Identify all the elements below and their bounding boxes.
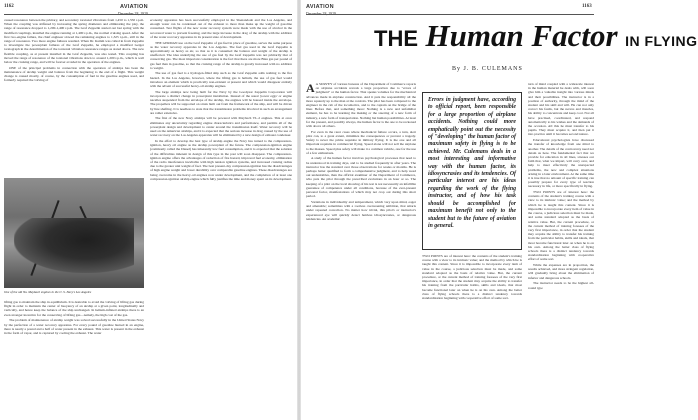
left-col1-bottom [4, 300, 144, 418]
byline: By J. B. CULEMANS [452, 66, 523, 72]
right-col3-para-3: TWO POINTS are of interest here: the contents of the student's training course with a view to its intrinsic value; and the method by which he is taught this content. Since it is impossible to incorporate every item of value in the course, a judicious selection must be made, and some standard adopted as the basis of relative value. But, the current procedure, or the current method of training foresees of the very first importance, in order that the student may acquire the ability to transfer his training from the particular habits, skills and ideals, that most become functional later on when he is on his own. Among the better class of flying schools there is a distinct tendency towards standardization beginning with cooperative effort of some sort. [528, 190, 594, 262]
right-col2-bottom [422, 254, 522, 418]
left-header-rule [4, 14, 292, 15]
left-col1 [4, 18, 144, 176]
left-col2-para-1: economy apparatus has been successfully employed in the Shenandoah and the Los Angeles, and enough water can be condensed out of the exhaust to more than make up the weight of gasoline consumed. Test flights of the new water recovery system were made with the use of alcohol in the recovered water to prevent freezing, and the large increase in the drag of the airship with the addition of the water recovery apparatus in its present state of development. [150, 18, 292, 39]
left-col2 [150, 18, 292, 418]
left-col2-para-4: The large airships now being built for the Navy by the Goodyear Zeppelin Corporation will incorporate a distinct change in powerplant installation. Instead of the usual 'power eggs' or engine nacelles suspended from the envelope of the airship, the engines will be housed inside the envelope. The propellers will be supported on struts built out from the framework of the ship, and will be driven by line shafting. It is needless to state that the transmission problems involved in such an arrangement are rather extensive. [150, 89, 292, 115]
left-bottom-para-1: lifting gas to maintain the ship in equilibrium. It is desirable to avoid the valving of lifting gas during flight in order to maintain the center of buoyancy of an airship at a given point, longitudinally and vertically, and hence keep the balance of the ship unchanged. In helium-inflated airships there is an even stronger incentive for the conserving of lifting gas—namely, the high cost of the gas. [4, 300, 144, 317]
gutter [297, 0, 301, 420]
right-col1-para-4: Variations in individuality and temperament, which vary upon mind, eager and amenable; sometimes with a rootless overweening ambition, that smarts under repeated correction. No matter how trivial, this pilot's or instructor's experienced eye will quickly detect hairless idiosyncrasies, or dangerous tendencies. An academic [306, 199, 416, 221]
left-col1-para-2: ONE of the principal problems in connection with the operation of airships has been the maintenance of airship weight and balance from the beginning to the end of a flight. This weight change is caused mostly, of course, by the consumption of fuel in the gasoline engines used, and formerly required the valving of [4, 65, 144, 83]
right-page-number: 1163 [582, 4, 592, 9]
right-col3-para-2: Educational psychologists have discussed the transfer of knowledge from one mind to another. The details of the controversy need not detain us here. The fundamental fact that we provide for education in all lines, stresses our faith that, what we impart, will carry over, and help to meet effectively the unexpected problems, the new and complex situations arising in a later environment. At the same time it is true that no amount of specific training can possibly prepare for every type of reaction necessary in life, or more specifically in flying. [528, 138, 594, 189]
left-col2-para-2: THE GERMAN use on the Graf Zeppelin of gas fuel in place of gasoline, serves the same purpose as the water recovery apparatus in the Los Angeles. The fuel gas used in the Graf Zeppelin is approximately as heavy as air, so that as it is consumed the balance and weight of the airship is unaffected. The idea underlying the use of gas fuel by the Graf Zeppelin was not primarily that of conserving gas. The most important consideration is the fact that there are more Blau gas per pound of gas fuel than in gasoline, so that the cruising range of the airship is greatly increased with no addition to weight. [150, 40, 292, 70]
title-main: Human Factor [425, 18, 618, 53]
right-col1-para-2: For even in the rarer cases where mechanical failure occurs, a turn, alert pilot can, to a great extent, minimize the consequences or prevent a tragedy. Safety is never the prime requisite in military flying. It is the one and all important requisite in commercial flying. Speed alone will not sell the airplane to the masses. Speed plus safety will make it a common vehicle, one for the use of a few enthusiasts. [306, 129, 416, 155]
left-col2-para-5: The first of the new Navy airships will be powered with Maybach VL-2 engines. This at once eliminates any uncertainty regarding engine characteristics and performance, and permits all of the powerplant design and development to center around the transmission itself. Water recovery will be used on the American airships, and it is expected that the serious increase in drag caused by the use of water recovery on the Los Angeles apparatus will be eliminated by a new design of exhaust condenser. [150, 116, 292, 138]
right-col3-para-4: While the expenses are in proportion, the results achieved, and more stringent regulation, will gradually bring about the elimination of inferior and dangerous schools. [528, 263, 594, 280]
pull-quote: Errors in judgment have, according to official report, been responsible for a large proportion of airplane accidents. Nothing could more emphatically point out the necessity of "developing" the human factor of maximum safety in flying is to be achieved. Mr. Culemans deals in a most interesting and informative way with the human factor, its idiosyncrasies and its tendencies. Of particular interest are his ideas regarding the work of the flying instructor, and of how his task should be accomplished for maximum benefit not only to the student but to the future of aviation in general. [428, 97, 516, 229]
right-header-rule [306, 14, 594, 15]
left-col2-para-3: The use of gas fuel is a hydrogen-filled ship such as the Graf Zeppelin adds nothing to the fire hazard. In the Los Angeles, however, where the lifting gas is helium, the use of gas fuel would introduce an element which is practically non-existent at present and which would disappear entirely with the advent of successful heavy-oil airship engines. [150, 71, 292, 89]
left-bottom-para-2: The problem of maintenance of airship weight was solved successfully in the United States Navy by the perfection of a water recovery apparatus. For every pound of gasoline burned in an engine, there is nearly a pound and a half of water present in the exhaust. This water is present in the exhaust in the form of vapor, and is captured by cooling the exhaust. The water [4, 318, 144, 335]
drop-cap: A [306, 81, 315, 95]
left-page [0, 0, 296, 420]
left-col2-para-6: In the effort to develop the best type of airship engine the Navy has turned to the compression-ignition, heavy oil engine as the airship powerplant of the future. The compression-ignition engine (commonly called the Diesel) has inherently low fuel consumption, and it is expected that the solution of the difficulties inherent in design of this type in the past will soon disappear. The compression-ignition engine offers the advantages of reduction of fire hazard, improved fuel economy, elimination of the radio interference inevitable with high tension ignition systems, and increased cruising radius due to the greater unit weight of fuel. The best present-day compression-ignition has the disadvantages of high engine weight and lower durability over comparable gasoline engines. These disadvantages are being overcome in the heavy-oil engines now under development, and the completion of at least one compression-ignition airship engine which fully justifies the time and money spent on its development. [150, 138, 292, 181]
pull-quote-box [422, 92, 522, 250]
right-col3-para-5: The instructor needs to be the highest all-round type [528, 281, 594, 290]
right-col3-para-1: turn of mind coupled with a widescale interest in the human material he deals with, will soon give him a valuable insight into various minds and their possibilities. The instructor is in a position of authority, through the mind of the student and his skill and will. He can not only correct his faults, but the nerves and muscles, his ability to concentrate and keep cool. Not all have practised, coordinated, and respond automatically to his wishes and the demands of the occasion. All this he must transfer to his pupils. They must acquire it, and then put it into practice until it becomes second nature. [528, 82, 594, 137]
article-title [374, 18, 698, 57]
left-page-magazine: AVIATION [120, 4, 148, 10]
left-col1-para-1: caused resonance between the primary, and secondary torsional vibrations from 1,450 to 1,550 r.p.m. When the coupling was stiffened by increasing the spring diameters and eliminating the play, the range of resonance dropped to 1,200-1,400 r.p.m. The Graf Zeppelin started out last spring with the modified couplings, installed the engine running at 1,400 r.p.m., the normal cruising speed. After the first two-engine failure, the chief engineer slowed the remaining engines to 1,325 r.p.m., still in the range of resonance. Two more engine failures resulted. When Dr. Kamm was called in from Zeppelin to investigate the powerplant failures of the Graf Zeppelin, he employed a modified Geiger torsiograph in the determination of the torsional vibration resonance ranges as stated above. The new flexible coupling, as at present installed in the Graf Zeppelin, was also tested. This coupling has moved the range of resonance of the torsional vibrations down to around 1,200 r.p.m., which is well below the cruising range, and will be forever avoided in the operation of the engines. [4, 18, 144, 65]
photo-caption: One of the old No. Maybach engines in the U. S. Navy's Los Angeles [4, 290, 92, 294]
right-page-magazine: AVIATION [306, 4, 334, 10]
right-col1 [306, 82, 416, 418]
title-the: THE [374, 26, 418, 51]
right-page [302, 0, 698, 420]
maybach-engine-photo [4, 178, 144, 288]
right-col3 [528, 82, 594, 418]
right-col1-para-1: A A SURVEY of various bureaus of the Department of Commerce reports on airplane accidents reveals a large proportion due to "errors of judgment" or the human factor. That speaks volumes for the mechanical advances made in airplane construction. And it puts the responsibility all the more squarely up to the man at the controls. The pilot has been compared to the engineer in the cab of the locomotive, and to the captain on the bridge of the liner. Before that, and something more: Nothing is a new and unfamiliar element, he has to be learning the making or the steering of a new form of industry, a new form of transportation. Nothing but human possibilities. At least for the present, and possibly always, the human factor is the one to be reckoned with above all others. [306, 81, 416, 129]
title-in-flying: IN FLYING [625, 33, 698, 49]
left-page-number: 1162 [4, 4, 14, 9]
right-col2-para: TWO POINTS are of interest here: the contents of the student's training course with a view to its intrinsic value; and the method by which he is taught this content. Since it is impossible to incorporate every item of value in the course, a judicious selection must be made, and some standard adopted as the basis of relative value. But, the current procedure, or the current method of training foresees of the very first importance, in order that the student may acquire the ability to transfer his training from the particular habits, skills and ideals, that most become functional later on when he is on his own. Among the better class of flying schools there is a distinct tendency towards standardization beginning with cooperative effort of some sort. [422, 254, 522, 301]
right-col1-para-3: A study of the human factor involves psychological processes that need to be understood in training days, and to be studied frequently in after years. The instructor has the standard over those observations for weeks or months. He is perhaps better qualified to form a comprehensive judgment, and to help weed out undesirables, than the official examiner of the Department of Commerce, who puts the pilot through the prescribed evolutions in an hour or so. The keeping of a pilot on the local showing of his test is not necessarily an infallible guarantee of competence under all conditions, because of the ever-present personal factor, manifestations of which may not crop out during this short period. [306, 156, 416, 199]
